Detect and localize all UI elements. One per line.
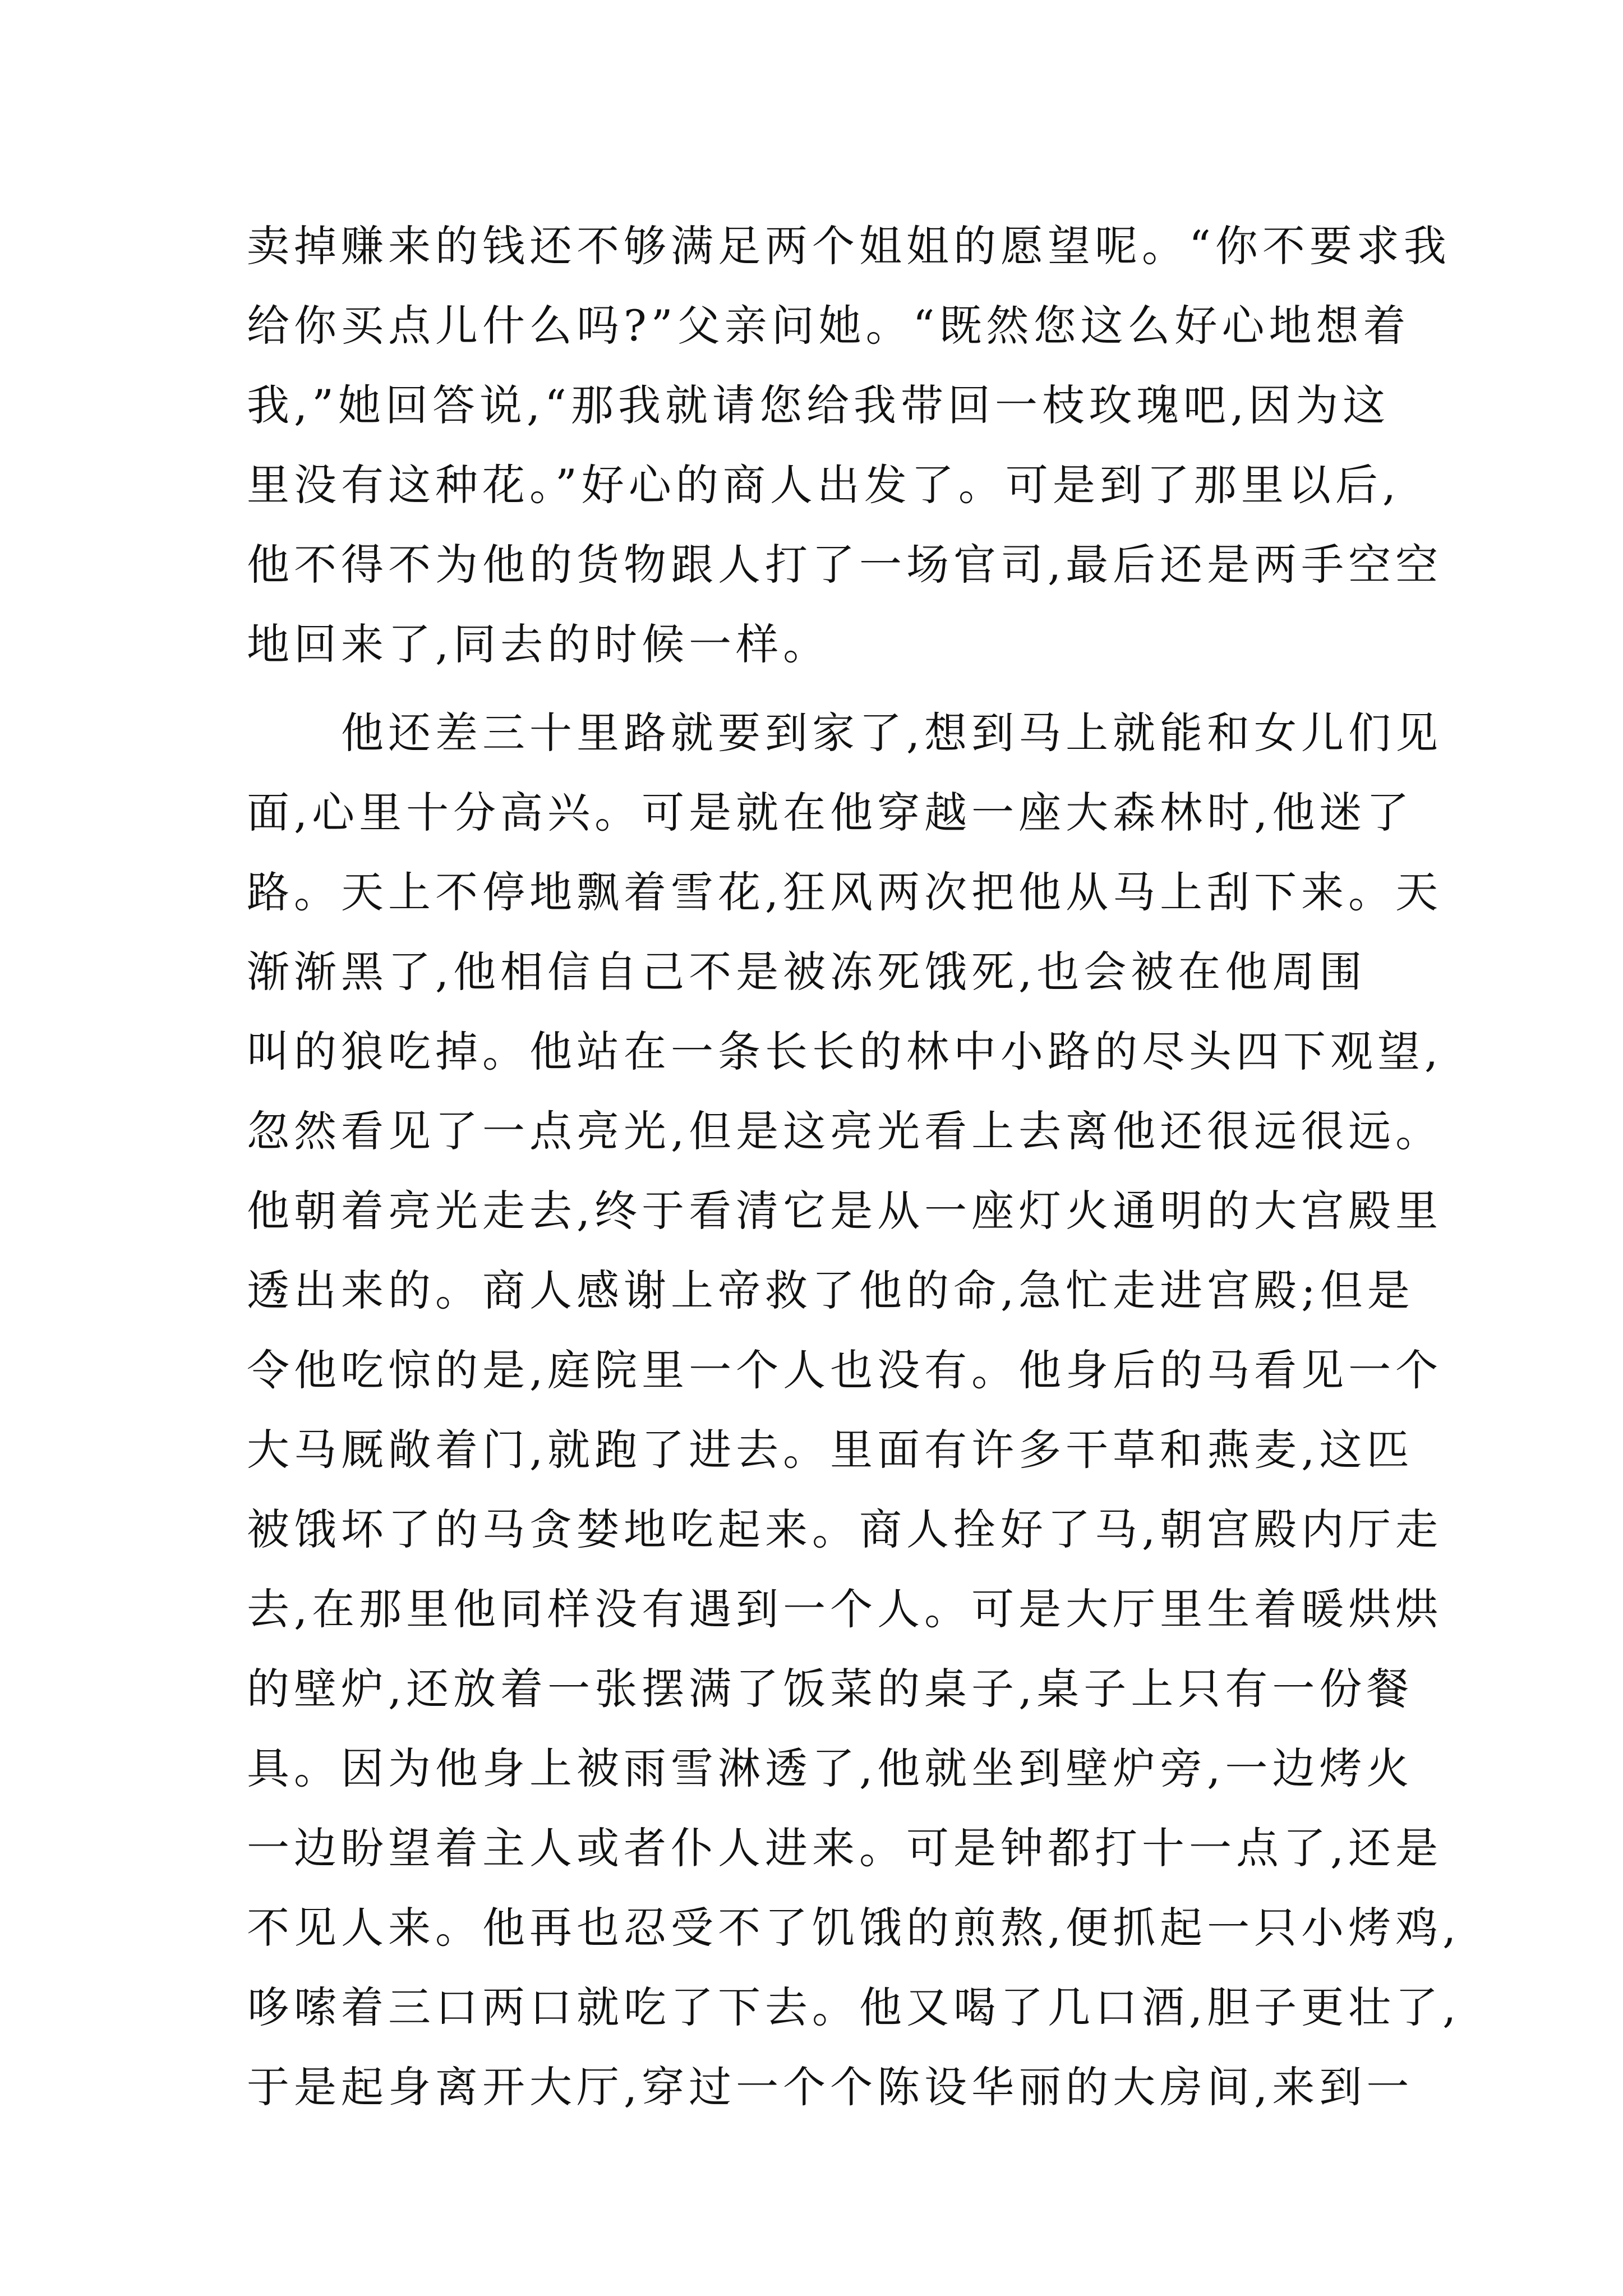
text-line: 他不得不为他的货物跟人打了一场官司,最后还是两手空空 <box>247 540 1443 590</box>
text-line: 透出来的。商人感谢上帝救了他的命,急忙走进宫殿;但是 <box>247 1266 1414 1315</box>
text-line: 给你买点儿什么吗?”父亲问她。“既然您这么好心地想着 <box>247 301 1410 351</box>
text-line: 渐渐黑了,他相信自己不是被冻死饿死,也会被在他周围 <box>247 947 1367 997</box>
text-line: 面,心里十分高兴。可是就在他穿越一座大森林时,他迷了 <box>247 788 1414 838</box>
text-line: 叫的狼吃掉。他站在一条长长的林中小路的尽头四下观望, <box>247 1027 1443 1076</box>
text-line-indented: 他还差三十里路就要到家了,想到马上就能和女儿们见 <box>341 708 1443 758</box>
text-line: 哆嗦着三口两口就吃了下去。他又喝了几口酒,胆子更壮了, <box>247 1982 1461 2032</box>
text-line: 路。天上不停地飘着雪花,狂风两次把他从马上刮下来。天 <box>247 867 1443 917</box>
text-line: 的壁炉,还放着一张摆满了饭菜的桌子,桌子上只有一份餐 <box>247 1664 1414 1714</box>
text-line: 我,”她回答说,“那我就请您给我带回一枝玫瑰吧,因为这 <box>247 380 1390 430</box>
text-line: 他朝着亮光走去,终于看清它是从一座灯火通明的大宫殿里 <box>247 1186 1443 1236</box>
text-line: 去,在那里他同样没有遇到一个人。可是大厅里生着暖烘烘 <box>247 1584 1443 1634</box>
text-line: 忽然看见了一点亮光,但是这亮光看上去离他还很远很远。 <box>247 1106 1443 1156</box>
paragraph-1 <box>247 206 1451 684</box>
text-line: 里没有这种花。”好心的商人出发了。可是到了那里以后, <box>247 460 1401 510</box>
text-line: 被饿坏了的马贪婪地吃起来。商人拴好了马,朝宫殿内厅走 <box>247 1504 1443 1554</box>
paragraph-2 <box>247 693 1461 2127</box>
text-line: 地回来了,同去的时候一样。 <box>247 619 831 669</box>
text-line: 不见人来。他再也忍受不了饥饿的煎熬,便抓起一只小烤鸡, <box>247 1903 1461 1953</box>
text-line: 大马厩敞着门,就跑了进去。里面有许多干草和燕麦,这匹 <box>247 1425 1414 1475</box>
text-line: 卖掉赚来的钱还不够满足两个姐姐的愿望呢。“你不要求我 <box>247 221 1451 271</box>
body-text <box>247 206 1461 2127</box>
text-line: 令他吃惊的是,庭院里一个人也没有。他身后的马看见一个 <box>247 1345 1443 1395</box>
text-line: 于是起身离开大厅,穿过一个个陈设华丽的大房间,来到一 <box>247 2062 1414 2112</box>
paragraph-spacer <box>247 684 1391 693</box>
text-line: 具。因为他身上被雨雪淋透了,他就坐到壁炉旁,一边烤火 <box>247 1743 1414 1793</box>
text-line: 一边盼望着主人或者仆人进来。可是钟都打十一点了,还是 <box>247 1823 1443 1873</box>
